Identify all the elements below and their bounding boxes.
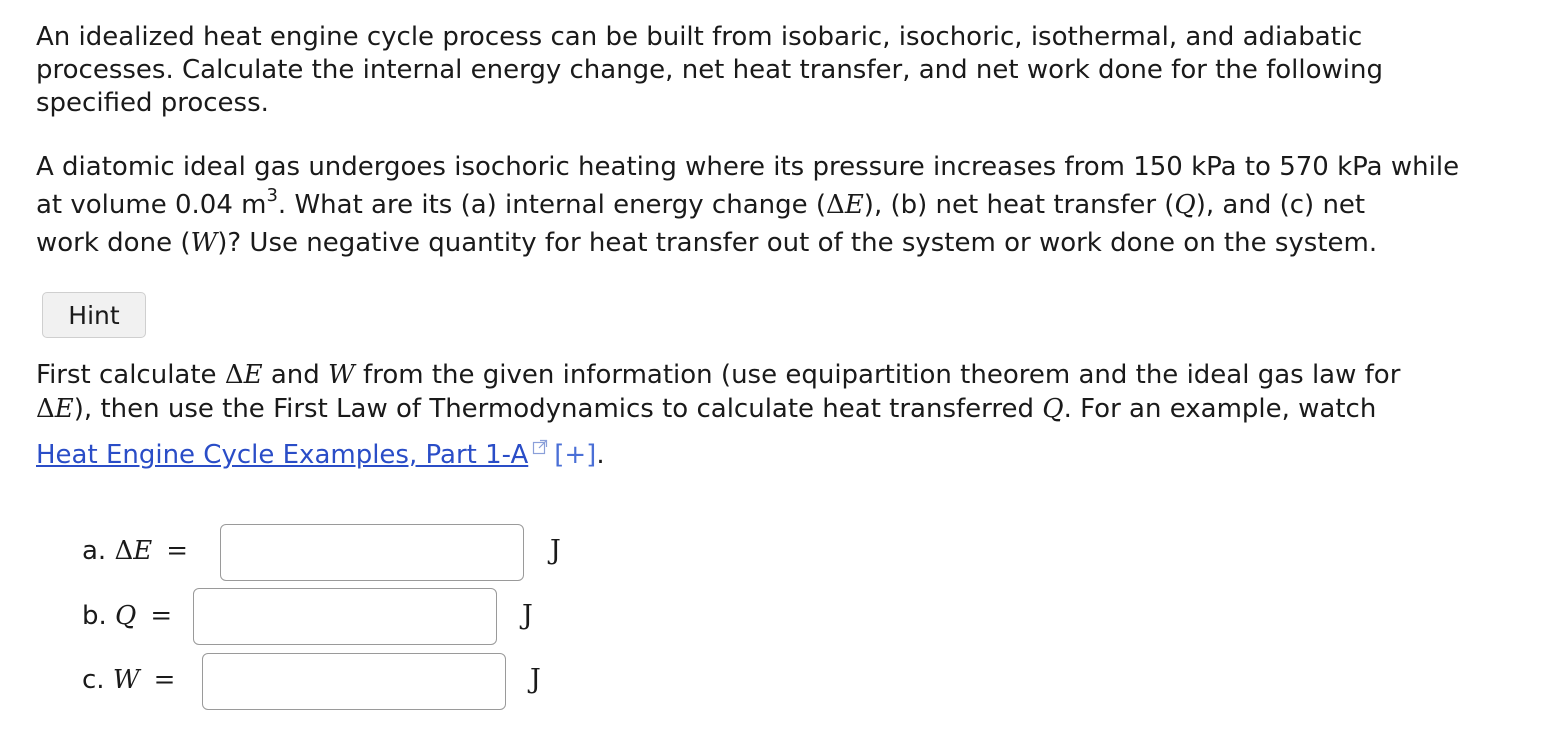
period: . bbox=[596, 440, 605, 470]
expand-toggle[interactable]: [+] bbox=[554, 440, 597, 470]
q-symbol: Q bbox=[115, 601, 137, 631]
answer-prefix: b. bbox=[82, 601, 116, 631]
intro-line: specified process. bbox=[36, 88, 269, 118]
q-input[interactable] bbox=[193, 588, 497, 645]
hint-text-part: and bbox=[262, 360, 329, 390]
equals-sign: = bbox=[166, 536, 189, 566]
delta-e-symbol: ΔE bbox=[826, 190, 864, 220]
problem-text: . What are its (a) internal energy change ( bbox=[277, 190, 827, 220]
hint-line bbox=[36, 430, 1496, 472]
problem-text: ), (b) net heat transfer ( bbox=[863, 190, 1175, 220]
intro-line: processes. Calculate the internal energy change, net heat transfer, and net work done for the following bbox=[36, 55, 1383, 85]
answer-prefix: c. bbox=[82, 665, 113, 695]
w-symbol: W bbox=[112, 665, 140, 695]
equals-sign: = bbox=[153, 665, 176, 695]
answer-prefix: a. bbox=[82, 536, 115, 566]
video-link[interactable]: Heat Engine Cycle Examples, Part 1-A bbox=[36, 440, 529, 470]
hint-text-part: from the given information (use equipartition theorem and the ideal gas law for bbox=[354, 360, 1401, 390]
problem-line: A diatomic ideal gas undergoes isochoric heating where its pressure increases from 150 kPa to 570 kPa while bbox=[36, 152, 1460, 182]
hint-text-part: First calculate bbox=[36, 360, 225, 390]
delta-e-symbol: ΔE bbox=[36, 394, 74, 424]
answer-label bbox=[82, 599, 172, 633]
unit-label: J bbox=[530, 664, 541, 695]
hint-line bbox=[36, 358, 1496, 392]
intro-paragraph bbox=[36, 21, 1496, 120]
hint-text bbox=[36, 358, 1496, 472]
problem-line bbox=[36, 224, 1496, 262]
w-symbol: W bbox=[328, 360, 355, 390]
delta-e-symbol: ΔE bbox=[224, 360, 263, 390]
problem-text: work done ( bbox=[36, 228, 191, 258]
delta-e-input[interactable] bbox=[220, 524, 524, 581]
equals-sign: = bbox=[150, 601, 173, 631]
w-input[interactable] bbox=[202, 653, 506, 710]
q-symbol: Q bbox=[1042, 394, 1064, 424]
problem-line bbox=[36, 186, 1496, 224]
hint-line bbox=[36, 392, 1496, 426]
problem-text: at volume 0.04 m bbox=[36, 190, 267, 220]
unit-label: J bbox=[550, 535, 561, 566]
answer-label bbox=[82, 663, 175, 697]
hint-text-part: ), then use the First Law of Thermodynamics to calculate heat transferred bbox=[73, 394, 1043, 424]
answer-label bbox=[82, 534, 188, 568]
external-link-icon[interactable] bbox=[532, 430, 548, 446]
problem-statement bbox=[36, 148, 1496, 262]
problem-text: )? Use negative quantity for heat transfer out of the system or work done on the system. bbox=[217, 228, 1378, 258]
intro-line: An idealized heat engine cycle process can be built from isobaric, isochoric, isothermal, and adiabatic bbox=[36, 22, 1363, 52]
hint-button[interactable]: Hint bbox=[42, 292, 146, 338]
problem-text: ), and (c) net bbox=[1195, 190, 1366, 220]
unit-label: J bbox=[522, 600, 533, 631]
delta-e-symbol: ΔE bbox=[114, 536, 153, 566]
w-symbol: W bbox=[190, 228, 218, 258]
hint-text-part: . For an example, watch bbox=[1063, 394, 1377, 424]
q-symbol: Q bbox=[1174, 190, 1196, 220]
exponent: 3 bbox=[266, 185, 278, 207]
